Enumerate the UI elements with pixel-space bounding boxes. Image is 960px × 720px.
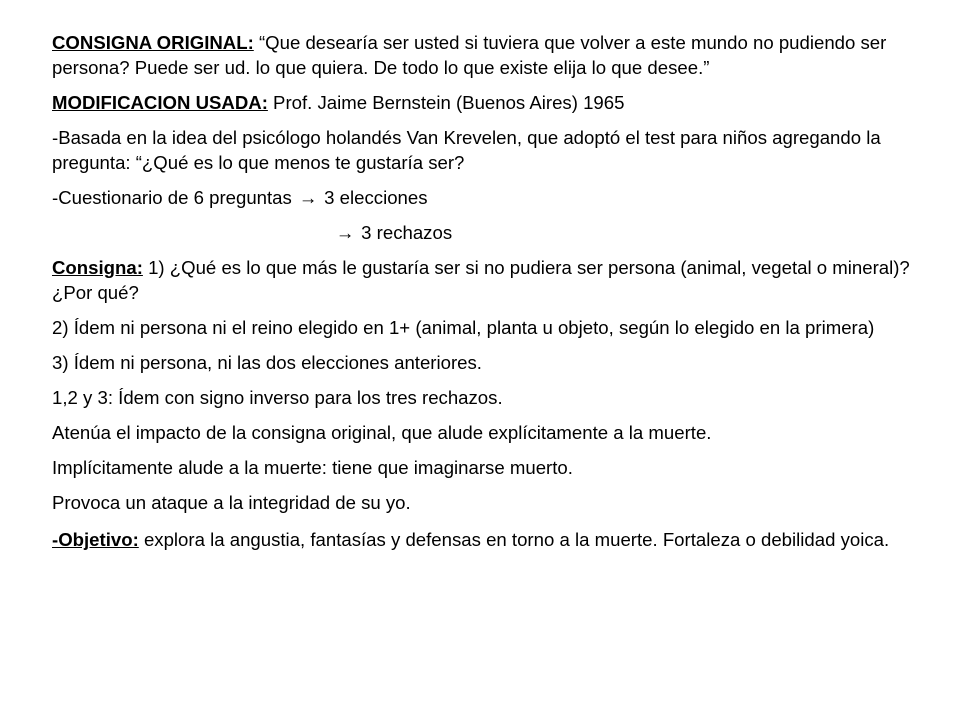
modificacion-usada-label: MODIFICACION USADA:: [52, 92, 268, 113]
arrow-right-icon: →: [298, 187, 318, 208]
modificacion-usada-paragraph: [52, 90, 937, 115]
van-krevelen-paragraph: -Basada en la idea del psicólogo holandés Van Krevelen, que adoptó el test para niños agregando la pregunta: “¿Qué es lo que menos te gustaría ser?: [52, 127, 881, 173]
rechazos-line: [52, 220, 937, 245]
consigna-paragraph: [52, 255, 937, 305]
question-3-paragraph: 3) Ídem ni persona, ni las dos elecciones anteriores.: [52, 352, 482, 373]
provoca-paragraph: Provoca un ataque a la integridad de su yo.: [52, 492, 411, 513]
objetivo-paragraph: [52, 525, 937, 555]
objetivo-text: explora la angustia, fantasías y defensas en torno a la muerte. Fortaleza o debilidad yoica.: [138, 529, 890, 550]
rechazos-paragraph: 1,2 y 3: Ídem con signo inverso para los tres rechazos.: [52, 387, 503, 408]
slide-body: [52, 30, 937, 565]
rechazos-text: 3 rechazos: [356, 222, 453, 243]
cuestionario-prefix: -Cuestionario de 6 preguntas: [52, 187, 297, 208]
objetivo-label: -Objetivo:: [52, 529, 139, 550]
atenua-paragraph: Atenúa el impacto de la consigna original, que alude explícitamente a la muerte.: [52, 422, 712, 443]
consigna-original-text: “Que desearía ser usted si tuviera que volver a este mundo no pudiendo ser persona? Puede ser ud. lo que quiera. De todo lo que existe elija lo que desee.”: [52, 32, 887, 78]
arrow-right-icon: →: [335, 222, 355, 243]
question-2-paragraph: 2) Ídem ni persona ni el reino elegido en 1+ (animal, planta u objeto, según lo elegido en la primera): [52, 317, 875, 338]
consigna-label: Consigna:: [52, 257, 143, 278]
implicitamente-paragraph: Implícitamente alude a la muerte: tiene que imaginarse muerto.: [52, 457, 573, 478]
consigna-text: 1) ¿Qué es lo que más le gustaría ser si no pudiera ser persona (animal, vegetal o mineral)? ¿Por qué?: [52, 257, 910, 303]
cuestionario-line: [52, 185, 937, 210]
elecciones-text: 3 elecciones: [318, 187, 428, 208]
consigna-original-paragraph: [52, 30, 937, 80]
modificacion-usada-text: Prof. Jaime Bernstein (Buenos Aires) 1965: [267, 92, 625, 113]
consigna-original-label: CONSIGNA ORIGINAL:: [52, 32, 254, 53]
